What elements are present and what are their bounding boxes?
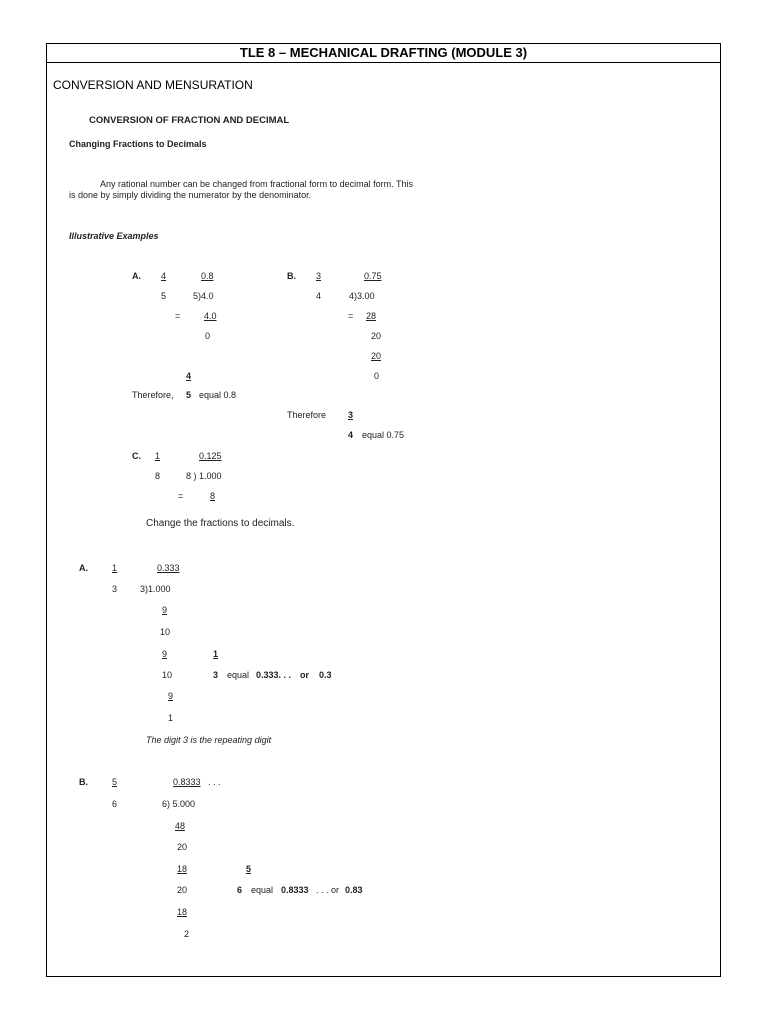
- example-b-step-2: 20: [371, 331, 382, 341]
- exercise-a-step: 10: [162, 670, 173, 680]
- section-title: CONVERSION AND MENSURATION: [53, 78, 253, 92]
- exercise-a-step: 9: [168, 691, 174, 701]
- example-a-numerator: 4: [161, 271, 167, 281]
- example-c-denominator: 8: [155, 471, 161, 481]
- example-b-remainder: 0: [374, 371, 380, 381]
- example-c-division: 8 ) 1.000: [186, 471, 222, 481]
- example-a-therefore-result: equal 0.8: [199, 390, 237, 400]
- example-b-label: B.: [287, 271, 296, 281]
- example-b-therefore-numerator: 3: [348, 410, 354, 420]
- example-b-division: 4)3.00: [349, 291, 375, 301]
- exercise-a-result-equal: equal: [227, 670, 250, 680]
- exercise-a-step: 10: [160, 627, 171, 637]
- exercise-a-quotient: 0.333: [157, 563, 180, 573]
- example-b-equals: =: [348, 311, 354, 321]
- example-b-denominator: 4: [316, 291, 322, 301]
- exercise-a-result-or: or: [300, 670, 309, 680]
- exercise-b-step: 48: [175, 821, 186, 831]
- exercise-b-step: 18: [177, 907, 188, 917]
- example-a-equals: =: [175, 311, 181, 321]
- example-a-therefore-text: Therefore,: [132, 390, 174, 400]
- exercise-b-result-or: . . . or: [316, 885, 340, 895]
- example-b-therefore-denominator: 4: [348, 430, 354, 440]
- example-b-therefore-text: Therefore: [287, 410, 327, 420]
- example-a-label: A.: [132, 271, 141, 281]
- exercise-a-step: 9: [162, 605, 168, 615]
- exercise-b-result-value: 0.8333: [281, 885, 309, 895]
- example-b-therefore-result: equal 0.75: [362, 430, 405, 440]
- exercise-a-result-numerator: 1: [213, 649, 219, 659]
- exercise-b-result-numerator: 5: [246, 864, 252, 874]
- exercise-b-quotient-dots: . . .: [208, 777, 221, 787]
- exercise-a-step: 1: [168, 713, 174, 723]
- exercise-b-label: B.: [79, 777, 88, 787]
- example-a-product: 4.0: [204, 311, 217, 321]
- exercise-b-result-equal: equal: [251, 885, 274, 895]
- exercise-a-step: 9: [162, 649, 168, 659]
- example-b-step-3: 20: [371, 351, 382, 361]
- example-c-label: C.: [132, 451, 141, 461]
- exercise-b-step: 20: [177, 885, 188, 895]
- exercise-b-denominator: 6: [112, 799, 118, 809]
- example-c-product: 8: [210, 491, 216, 501]
- example-b-step-1: 28: [366, 311, 377, 321]
- sub-heading: Changing Fractions to Decimals: [69, 139, 207, 149]
- exercise-b-quotient: 0.8333: [173, 777, 201, 787]
- exercise-a-result-short: 0.3: [319, 670, 332, 680]
- illustrative-heading: Illustrative Examples: [69, 231, 159, 241]
- example-b-numerator: 3: [316, 271, 322, 281]
- exercise-b-division: 6) 5.000: [162, 799, 196, 809]
- example-a-therefore-denominator: 5: [186, 390, 192, 400]
- exercise-a-note: The digit 3 is the repeating digit: [146, 735, 272, 745]
- intro-line-1: Any rational number can be changed from fractional form to decimal form. This: [100, 179, 413, 189]
- exercise-b-result-denominator: 6: [237, 885, 243, 895]
- exercise-a-result-value: 0.333. . .: [256, 670, 292, 680]
- exercise-b-result-short: 0.83: [345, 885, 363, 895]
- example-c-equals: =: [178, 491, 184, 501]
- exercise-a-label: A.: [79, 563, 88, 573]
- example-c-numerator: 1: [155, 451, 161, 461]
- exercise-b-numerator: 5: [112, 777, 118, 787]
- example-a-therefore-numerator: 4: [186, 371, 192, 381]
- example-b-quotient: 0.75: [364, 271, 382, 281]
- exercise-a-result-denominator: 3: [213, 670, 219, 680]
- example-a-remainder: 0: [205, 331, 211, 341]
- exercise-a-division: 3)1.000: [140, 584, 171, 594]
- exercise-b-step: 18: [177, 864, 188, 874]
- example-a-division: 5)4.0: [193, 291, 214, 301]
- exercise-b-step: 2: [184, 929, 190, 939]
- subsection-title: CONVERSION OF FRACTION AND DECIMAL: [89, 115, 290, 126]
- page-header: TLE 8 – MECHANICAL DRAFTING (MODULE 3): [46, 43, 721, 63]
- exercise-a-denominator: 3: [112, 584, 118, 594]
- intro-line-2: is done by simply dividing the numerator by the denominator.: [69, 190, 312, 200]
- exercise-b-step: 20: [177, 842, 188, 852]
- example-a-denominator: 5: [161, 291, 167, 301]
- example-a-quotient: 0.8: [201, 271, 214, 281]
- exercise-instruction: Change the fractions to decimals.: [146, 518, 295, 529]
- example-c-quotient: 0.125: [199, 451, 222, 461]
- exercise-a-numerator: 1: [112, 563, 118, 573]
